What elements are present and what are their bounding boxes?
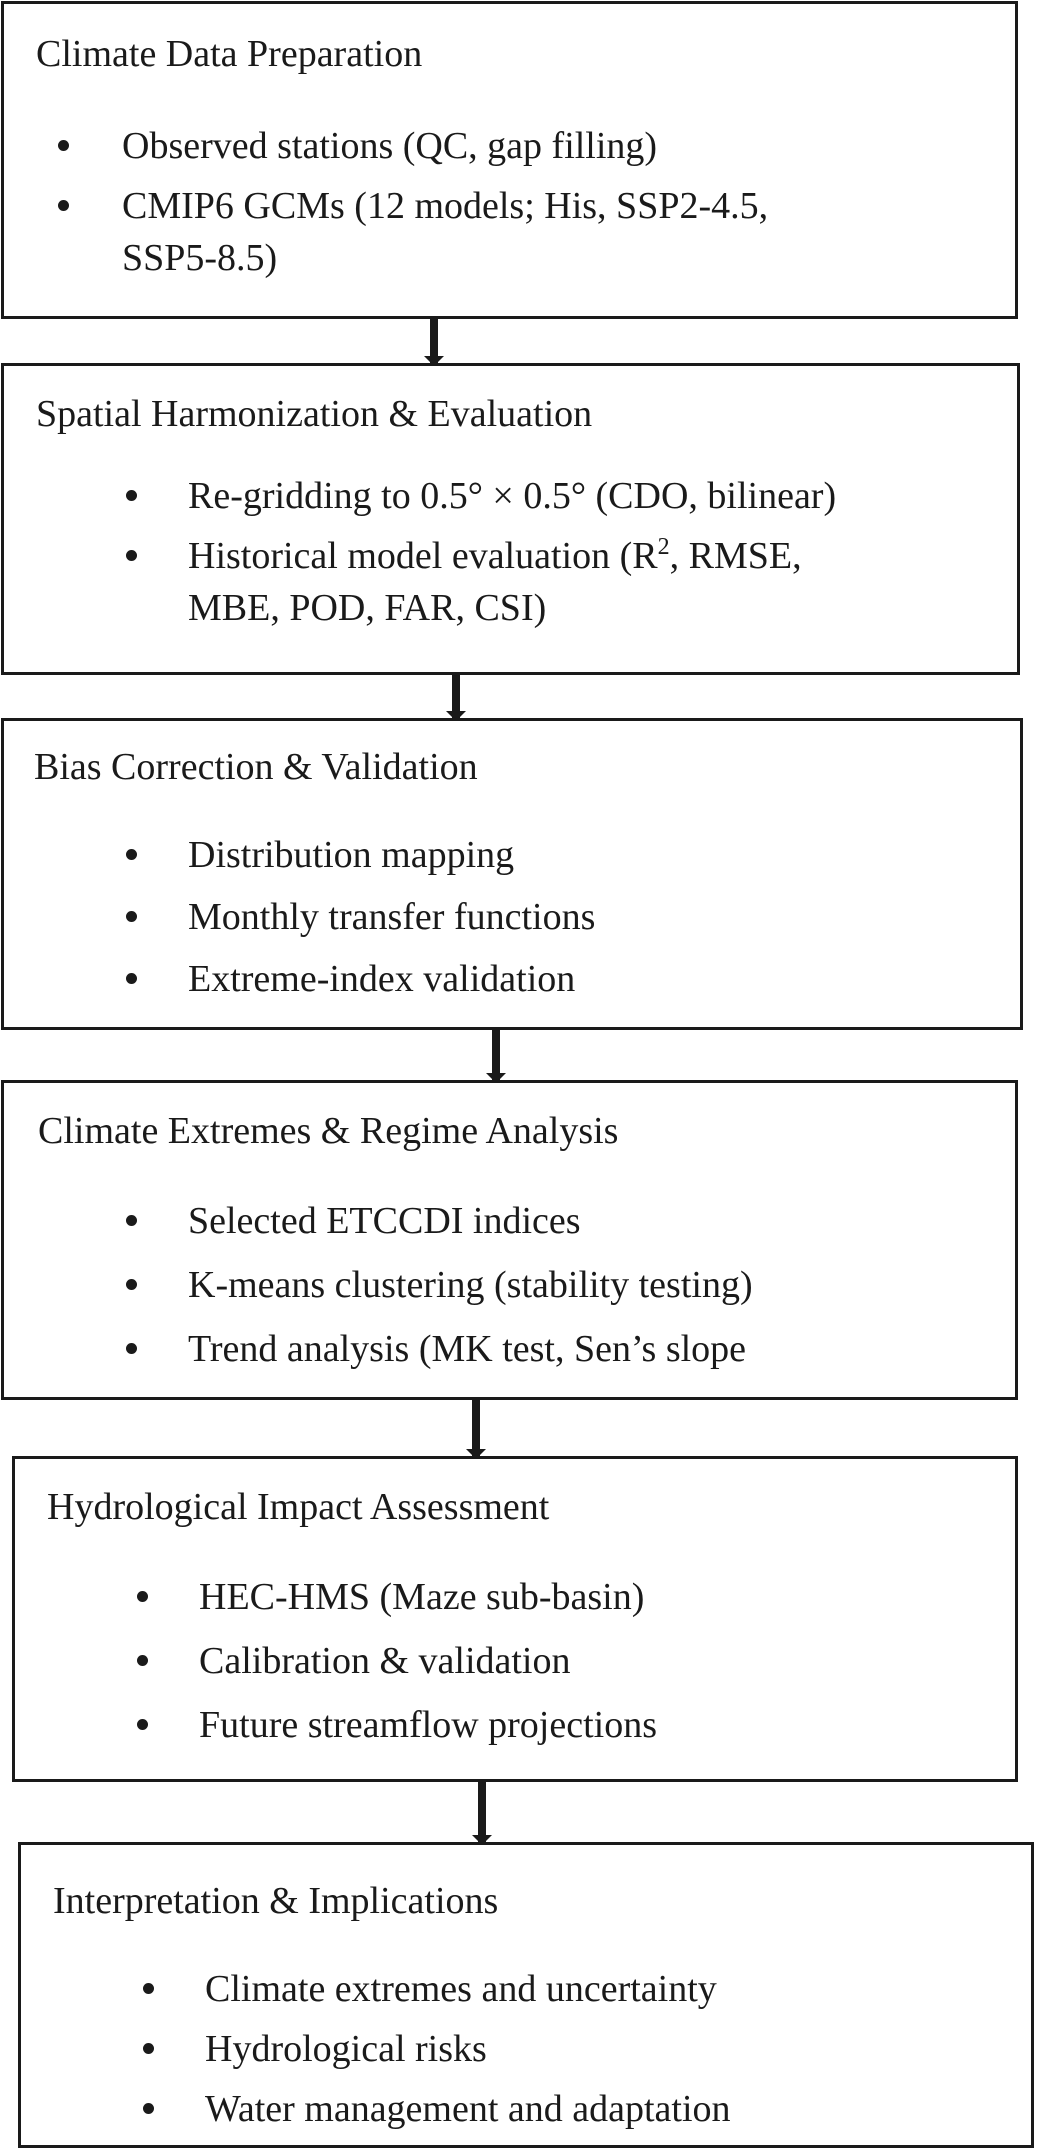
bullet-list bbox=[205, 1963, 731, 2135]
bullet-list bbox=[122, 120, 768, 284]
bullet-dot-icon bbox=[126, 490, 137, 501]
bullet-item bbox=[188, 1195, 753, 1247]
bullet-text: Extreme-index validation bbox=[188, 958, 576, 1000]
bullet-text: HEC-HMS (Maze sub-basin) bbox=[199, 1576, 645, 1618]
step-box-spatial-harmonization bbox=[1, 363, 1020, 675]
bullet-text: Observed stations (QC, gap filling) bbox=[122, 125, 658, 167]
bullet-text: Monthly transfer functions bbox=[188, 896, 596, 938]
bullet-item bbox=[188, 470, 836, 522]
bullet-text: Historical model evaluation (R bbox=[188, 535, 658, 577]
bullet-dot-icon bbox=[137, 1655, 148, 1666]
bullet-text: Selected ETCCDI indices bbox=[188, 1200, 581, 1242]
bullet-item bbox=[199, 1699, 657, 1751]
bullet-text: Calibration & validation bbox=[199, 1640, 571, 1682]
bullet-dot-icon bbox=[137, 1719, 148, 1730]
bullet-dot-icon bbox=[126, 1279, 137, 1290]
bullet-dot-icon bbox=[126, 550, 137, 561]
bullet-text: , RMSE, bbox=[669, 535, 802, 577]
step-box-climate-data-preparation bbox=[1, 1, 1018, 319]
bullet-item bbox=[188, 891, 595, 943]
bullet-text: Re-gridding to 0.5° × 0.5° (CDO, bilinear) bbox=[188, 475, 837, 517]
bullet-text: Distribution mapping bbox=[188, 834, 515, 876]
bullet-dot-icon bbox=[143, 2043, 154, 2054]
flow-arrow bbox=[478, 1781, 486, 1843]
bullet-list bbox=[199, 1571, 657, 1751]
bullet-list bbox=[188, 829, 595, 1005]
bullet-text: Water management and adaptation bbox=[205, 2088, 731, 2130]
bullet-item bbox=[205, 2023, 731, 2075]
step-title: Interpretation & Implications bbox=[53, 1880, 499, 1922]
step-title: Climate Data Preparation bbox=[36, 33, 423, 75]
bullet-dot-icon bbox=[126, 1343, 137, 1354]
bullet-item bbox=[188, 1259, 753, 1311]
bullet-text-continued: MBE, POD, FAR, CSI) bbox=[188, 587, 547, 629]
bullet-item bbox=[122, 120, 768, 172]
step-title: Hydrological Impact Assessment bbox=[47, 1486, 550, 1528]
bullet-item bbox=[122, 180, 768, 284]
bullet-dot-icon bbox=[126, 1215, 137, 1226]
bullet-item bbox=[205, 2083, 731, 2135]
step-box-bias-correction bbox=[1, 718, 1023, 1030]
bullet-dot-icon bbox=[58, 140, 69, 151]
bullet-item bbox=[199, 1571, 657, 1623]
bullet-text: Hydrological risks bbox=[205, 2028, 487, 2070]
flow-arrow bbox=[492, 1029, 500, 1081]
bullet-item bbox=[188, 829, 595, 881]
step-box-interpretation bbox=[18, 1842, 1034, 2148]
bullet-dot-icon bbox=[126, 911, 137, 922]
superscript: 2 bbox=[657, 534, 670, 560]
step-box-climate-extremes bbox=[1, 1080, 1018, 1400]
bullet-item bbox=[199, 1635, 657, 1687]
step-title: Climate Extremes & Regime Analysis bbox=[38, 1110, 619, 1152]
bullet-dot-icon bbox=[143, 2103, 154, 2114]
bullet-text: Trend analysis (MK test, Sen’s slope bbox=[188, 1328, 747, 1370]
bullet-text: Future streamflow projections bbox=[199, 1704, 658, 1746]
flow-arrow bbox=[472, 1399, 480, 1457]
step-box-hydrological-impact bbox=[12, 1456, 1018, 1782]
bullet-dot-icon bbox=[143, 1983, 154, 1994]
bullet-dot-icon bbox=[126, 849, 137, 860]
flow-arrow bbox=[452, 674, 460, 719]
bullet-text: K-means clustering (stability testing) bbox=[188, 1264, 753, 1306]
bullet-dot-icon bbox=[137, 1591, 148, 1602]
bullet-item bbox=[205, 1963, 731, 2015]
flow-arrow bbox=[430, 318, 438, 364]
bullet-item bbox=[188, 953, 595, 1005]
step-title: Bias Correction & Validation bbox=[34, 746, 478, 788]
bullet-dot-icon bbox=[58, 200, 69, 211]
bullet-list bbox=[188, 470, 836, 634]
bullet-dot-icon bbox=[126, 973, 137, 984]
bullet-text: CMIP6 GCMs (12 models; His, SSP2-4.5, bbox=[122, 185, 769, 227]
bullet-item bbox=[188, 530, 836, 634]
step-title: Spatial Harmonization & Evaluation bbox=[36, 393, 593, 435]
bullet-list bbox=[188, 1195, 753, 1375]
bullet-item bbox=[188, 1323, 753, 1375]
bullet-text-continued: SSP5-8.5) bbox=[122, 237, 278, 279]
bullet-text: Climate extremes and uncertainty bbox=[205, 1968, 717, 2010]
